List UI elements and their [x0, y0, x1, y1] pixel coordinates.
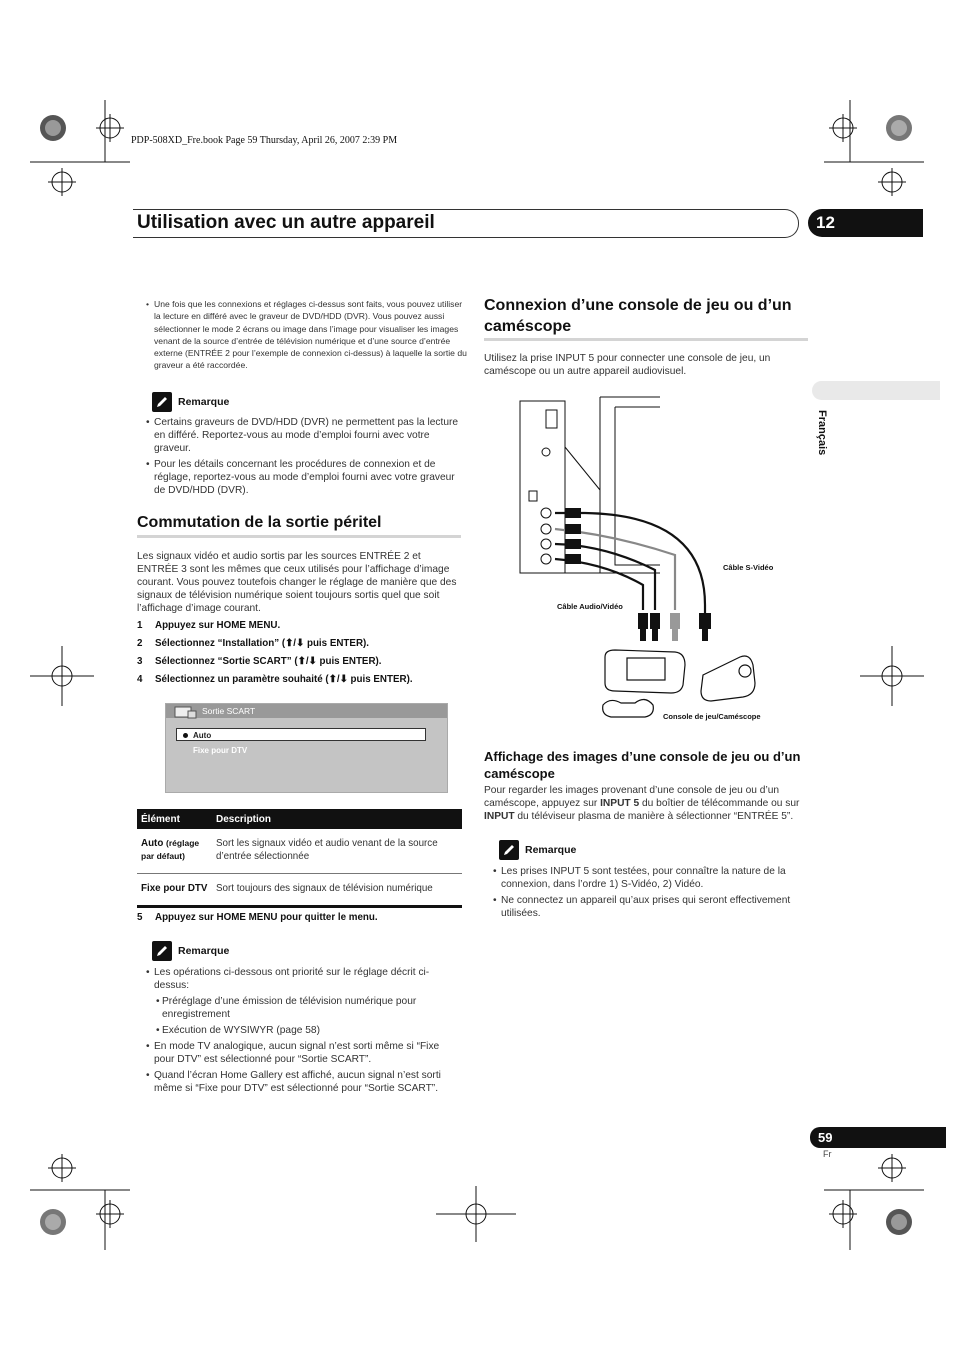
note-header-1 — [152, 392, 229, 412]
step-5: 5 Appuyez sur HOME MENU pour quitter le menu. — [137, 912, 378, 923]
subsection-title: Affichage des images d’une console de jeu ou d’un caméscope — [484, 749, 801, 781]
section-title-console: Connexion d’une console de jeu ou d’un caméscope — [484, 297, 792, 335]
step-item: 3 Sélectionnez “Sortie SCART” (⬆/⬇ puis ENTER). — [137, 656, 382, 667]
intro-bullet: • Une fois que les connexions et réglages ci-dessus sont faits, vous pouvez utiliser la lecture en différé avec le graveur de DVD/HDD (DVR). Vous pouvez aussi sélectionner le mode 2 écrans ou image dans l’image pour visualiser les images venant de la source d’entrée de télévision numérique et d’une source d’entrée externe (ENTRÉE 2 pour l’exemple de connexion ci-dessus) à laquelle la sortie du graveur a été raccordée. — [146, 298, 470, 372]
table-row: Auto (réglage par défaut) Sort les signaux vidéo et audio venant de la source d’entrée sélectionnée — [137, 829, 462, 874]
tv-icon — [174, 705, 198, 724]
book-info: PDP-508XD_Fre.book Page 59 Thursday, April 26, 2007 2:39 PM — [131, 135, 398, 146]
subsection-body: Pour regarder les images provenant d’une console de jeu ou d’un caméscope, appuyez sur INPUT 5 du boîtier de télécommande ou sur INPUT du téléviseur plasma de manière à sélectionner “ENTRÉE 5”. — [484, 785, 800, 822]
step-item: 4 Sélectionnez un paramètre souhaité (⬆/⬇ puis ENTER). — [137, 674, 413, 685]
section-rule — [137, 535, 461, 538]
note-label: Remarque — [178, 945, 230, 957]
pencil-icon — [152, 392, 172, 412]
note-label: Remarque — [525, 844, 577, 856]
step-item: 2 Sélectionnez “Installation” (⬆/⬇ puis ENTER). — [137, 638, 370, 649]
note-list-3 — [493, 865, 809, 920]
chapter-number: 12 — [808, 209, 923, 237]
page-title: Utilisation avec un autre appareil — [137, 212, 435, 233]
page-number: 59 — [810, 1127, 946, 1148]
menu-title: Sortie SCART — [166, 704, 447, 718]
menu-option-fixe-dtv[interactable]: Fixe pour DTV — [193, 746, 248, 755]
list-item: • Certains graveurs de DVD/HDD (DVR) ne permettent pas la lecture en différé. Reportez-vous au mode d’emploi fourni avec votre graveur. — [146, 416, 462, 455]
section-title-peritel: Commutation de la sortie péritel — [137, 514, 382, 531]
pencil-icon — [152, 941, 172, 961]
section-body: Les signaux vidéo et audio sortis par les sources ENTRÉE 2 et ENTRÉE 3 sont les mêmes que ceux utilisés pour l’affichage d’image courant. Vous pouvez toutefois changer le réglage de manière que des signaux de télévision numérique soient toujours sortis quel que soit l’affichage d’image courant. — [137, 551, 457, 614]
selected-dot-icon — [183, 733, 188, 738]
section-rule — [484, 338, 808, 341]
note-header-3 — [499, 840, 576, 860]
language-tab — [812, 381, 940, 400]
section-body-console: Utilisez la prise INPUT 5 pour connecter une console de jeu, un caméscope ou un autre appareil audiovisuel. — [484, 353, 771, 377]
language-label: Français — [816, 410, 828, 456]
label-svideo-cable: Câble S-Vidéo — [723, 563, 774, 572]
note-list-1 — [146, 416, 462, 497]
table-header: Élément — [137, 809, 212, 829]
note-header-2 — [152, 941, 229, 961]
list-item: • Les prises INPUT 5 sont testées, pour connaître la nature de la connexion, dans l’ordre 1) S-Vidéo, 2) Vidéo. — [493, 865, 809, 891]
sub-list-item: • Préréglage d’une émission de télévision numérique pour enregistrement — [156, 995, 462, 1021]
pencil-icon — [499, 840, 519, 860]
element-table — [137, 809, 462, 908]
list-item: • En mode TV analogique, aucun signal n’est sorti même si “Fixe pour DTV” est sélectionné pour “Sortie SCART”. — [146, 1040, 462, 1066]
label-av-cable: Câble Audio/Vidéo — [557, 602, 623, 611]
menu-option-auto[interactable]: Auto — [176, 728, 426, 741]
step-item: 1 Appuyez sur HOME MENU. — [137, 620, 281, 631]
note-list-2 — [146, 966, 462, 1095]
list-item: • Ne connectez un appareil qu’aux prises qui seront effectivement utilisées. — [493, 894, 809, 920]
list-item: • Les opérations ci-dessous ont priorité sur le réglage décrit ci-dessus: — [146, 966, 462, 992]
table-header: Description — [212, 809, 462, 829]
scart-menu-screenshot — [165, 703, 448, 793]
steps-list — [137, 620, 461, 692]
sub-list-item: • Exécution de WYSIWYR (page 58) — [156, 1024, 462, 1037]
table-row: Fixe pour DTV Sort toujours des signaux de télévision numérique — [137, 874, 462, 907]
note-label: Remarque — [178, 396, 230, 408]
label-console-camcorder: Console de jeu/Caméscope — [663, 712, 761, 721]
list-item: • Pour les détails concernant les procédures de connexion et de réglage, reportez-vous au mode d’emploi fourni avec votre graveur de DVD/HDD (DVR). — [146, 458, 462, 497]
list-item: • Quand l’écran Home Gallery est affiché, aucun signal n’est sorti même si “Fixe pour DTV” est sélectionné pour “Sortie SCART”. — [146, 1069, 462, 1095]
page-lang-code: Fr — [823, 1149, 832, 1159]
